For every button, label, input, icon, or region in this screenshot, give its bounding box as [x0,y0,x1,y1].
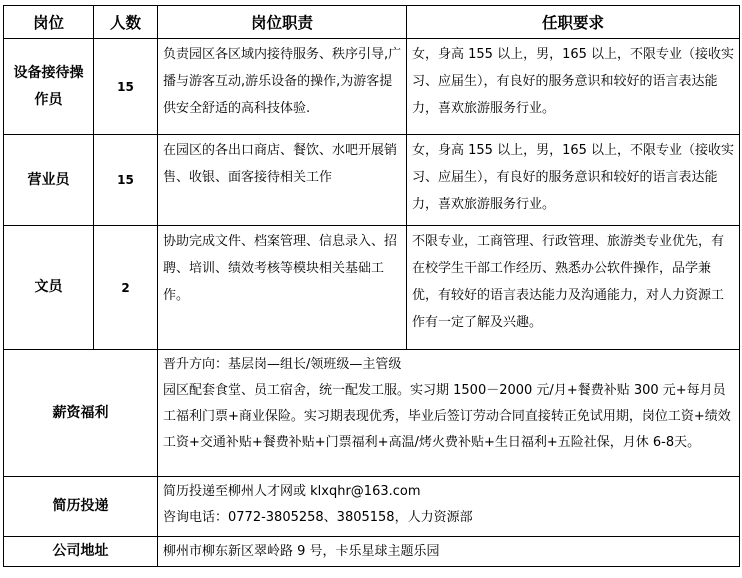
requirements-cell: 女，身高 155 以上，男，165 以上，不限专业（接收实习、应届生），有良好的服务意识和较好的语言表达能力，喜欢旅游服务行业。 [407,39,740,135]
benefits-text: 园区配套食堂、员工宿舍，统一配发工服。实习期 1500－2000 元/月+餐费补贴 300 元+每月员工福利门票+商业保险。实习期表现优秀，毕业后签订劳动合同直接转正免试用期，岗位工资+绩效工资+交通补贴+餐费补贴+门票福利+高温/烤火费补贴+生日福利+五险社保，月休 6-8天。 [163,383,731,450]
resume-label: 简历投递 [4,477,158,537]
header-duties: 岗位职责 [158,6,407,39]
recruitment-table [3,5,740,567]
header-count: 人数 [94,6,158,39]
requirements-cell: 女，身高 155 以上，男，165 以上，不限专业（接收实习、应届生），有良好的服务意识和较好的语言表达能力，喜欢旅游服务行业。 [407,135,740,226]
table-row [4,135,740,226]
position-cell: 营业员 [4,135,94,226]
salary-row [4,350,740,477]
resume-submit-line: 简历投递至柳州人才网或 klxqhr@163.com [163,484,421,499]
address-label: 公司地址 [4,537,158,567]
duties-cell: 负责园区各区域内接待服务、秩序引导,广播与游客互动,游乐设备的操作,为游客提供安全舒适的高科技体验. [158,39,407,135]
count-cell: 15 [94,39,158,135]
salary-details [158,350,740,477]
duties-cell: 在园区的各出口商店、餐饮、水吧开展销售、收银、面客接待相关工作 [158,135,407,226]
duties-cell: 协助完成文件、档案管理、信息录入、招聘、培训、绩效考核等模块相关基础工作。 [158,226,407,350]
table-row [4,226,740,350]
salary-label: 薪资福利 [4,350,158,477]
address-value: 柳州市柳东新区翠岭路 9 号，卡乐星球主题乐园 [158,537,740,567]
resume-details [158,477,740,537]
contact-phone-line: 咨询电话：0772-3805258、3805158，人力资源部 [163,510,473,525]
position-cell: 设备接待操作员 [4,39,94,135]
promotion-line: 晋升方向：基层岗—组长/领班级—主管级 [163,357,402,372]
table-row [4,39,740,135]
count-cell: 15 [94,135,158,226]
address-row [4,537,740,567]
header-row [4,6,740,39]
header-position: 岗位 [4,6,94,39]
header-requirements: 任职要求 [407,6,740,39]
position-cell: 文员 [4,226,94,350]
resume-row [4,477,740,537]
requirements-cell: 不限专业，工商管理、行政管理、旅游类专业优先，有在校学生干部工作经历、熟悉办公软件操作，品学兼优，有较好的语言表达能力及沟通能力，对人力资源工作有一定了解及兴趣。 [407,226,740,350]
count-cell: 2 [94,226,158,350]
